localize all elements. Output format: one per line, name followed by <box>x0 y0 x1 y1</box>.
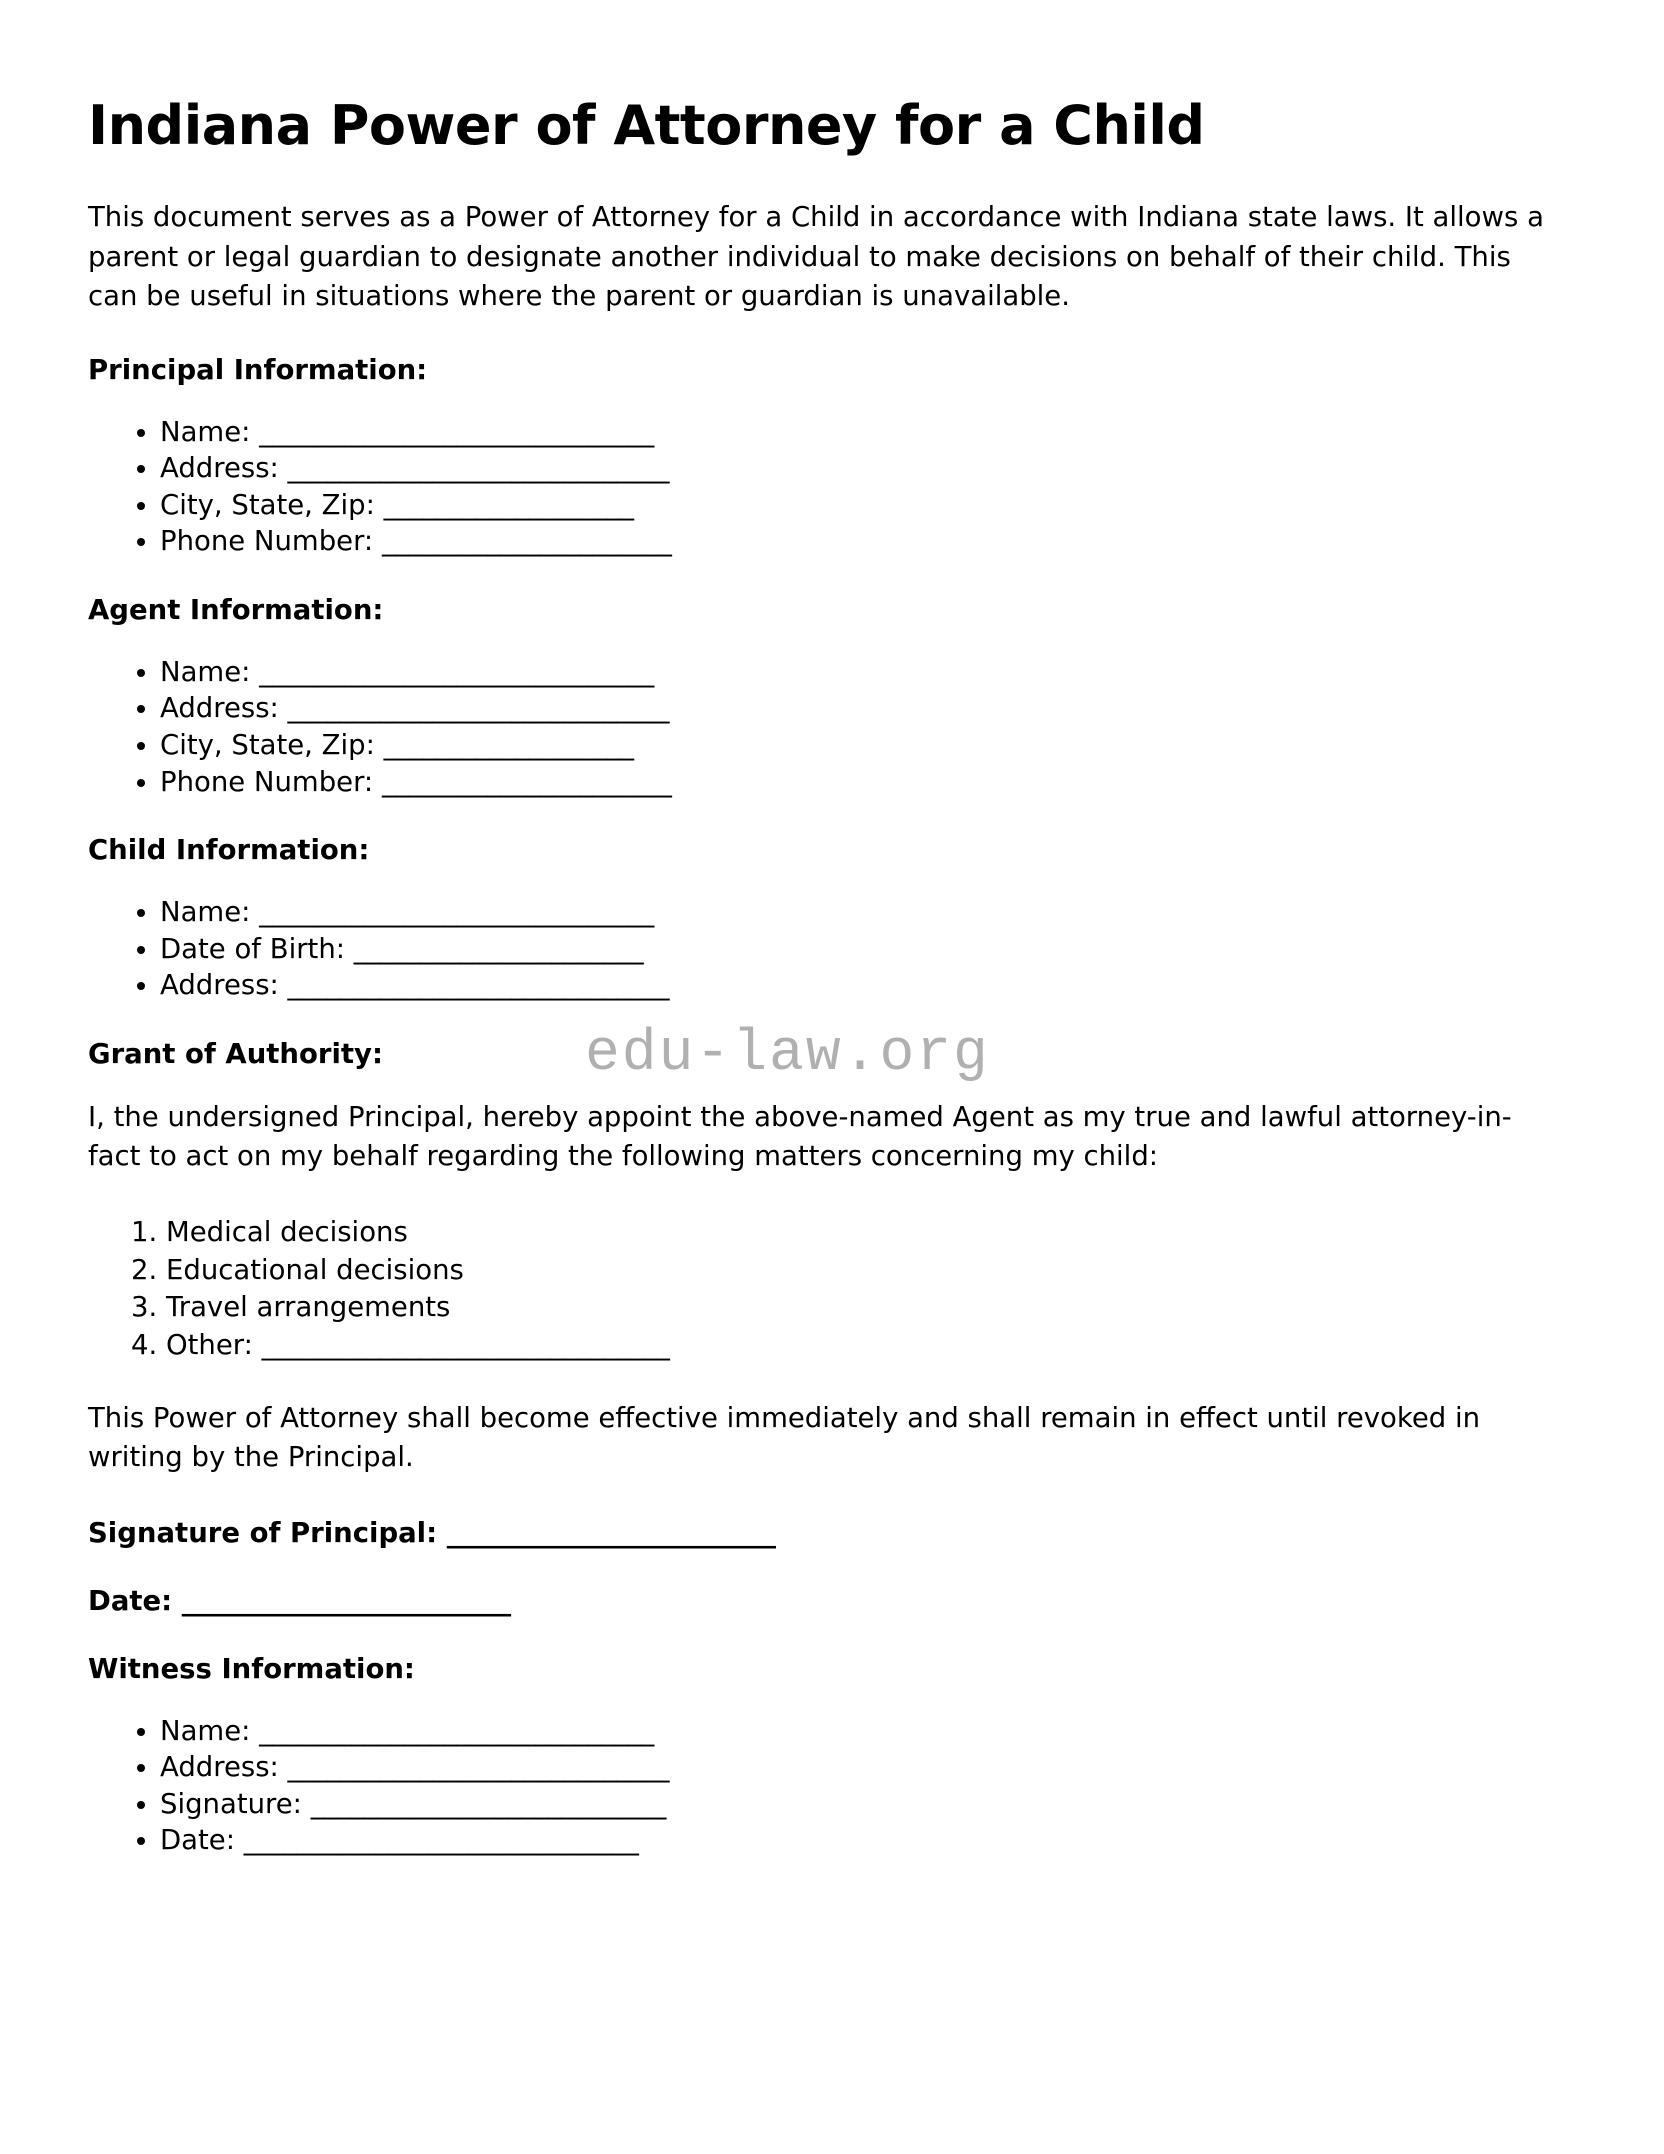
field-label: Signature: <box>160 1787 302 1820</box>
list-item <box>166 1252 1552 1290</box>
list-item <box>160 894 1552 931</box>
witness-information-fields <box>88 1713 1552 1859</box>
authority-label: Educational decisions <box>166 1253 464 1286</box>
list-item <box>160 654 1552 691</box>
principal-signature-label: Signature of Principal: <box>88 1516 438 1549</box>
list-item <box>160 727 1552 764</box>
site-watermark: edu-law.org <box>585 1022 990 1087</box>
field-blank[interactable]: ______________________________ <box>259 1714 654 1747</box>
authority-label: Other: <box>166 1328 253 1361</box>
child-information-fields <box>88 894 1552 1004</box>
field-blank[interactable]: ______________________________ <box>259 896 654 929</box>
agent-information-heading: Agent Information: <box>88 593 384 626</box>
field-blank[interactable]: ______________________ <box>381 765 672 798</box>
list-item <box>166 1214 1552 1252</box>
list-item <box>160 450 1552 487</box>
field-label: Name: <box>160 415 251 448</box>
list-item <box>166 1327 1552 1365</box>
list-item <box>160 1786 1552 1823</box>
child-information-heading: Child Information: <box>88 834 370 867</box>
grant-of-authority-paragraph: I, the undersigned Principal, hereby appoint the above-named Agent as my true and lawful attorney-in-fact to act on my behalf regarding the following matters concerning my child: <box>88 1100 1512 1172</box>
principal-information-fields <box>88 414 1552 560</box>
list-item <box>160 967 1552 1004</box>
field-label: Phone Number: <box>160 765 374 798</box>
list-item <box>160 414 1552 451</box>
list-item <box>160 523 1552 560</box>
list-item <box>160 764 1552 801</box>
authority-label: Medical decisions <box>166 1215 408 1248</box>
field-blank[interactable]: ___________________________ <box>310 1787 666 1820</box>
effective-paragraph: This Power of Attorney shall become effective immediately and shall remain in effect until revoked in writing by the Principal. <box>88 1401 1481 1473</box>
field-blank[interactable]: ___________________ <box>383 728 634 761</box>
principal-signature-blank[interactable]: _________________________ <box>446 1516 776 1549</box>
field-blank[interactable]: _____________________________ <box>287 1751 669 1784</box>
intro-paragraph: This document serves as a Power of Attorney for a Child in accordance with Indiana state laws. It allows a parent or legal guardian to designate another individual to make decisions on behalf of their child. This can be useful in situations where the parent or guardian is unavailable. <box>88 201 1544 312</box>
field-blank[interactable]: ______________________ <box>353 932 644 965</box>
field-blank[interactable]: _____________________________ <box>287 969 669 1002</box>
field-blank[interactable]: ______________________________ <box>243 1824 639 1857</box>
field-blank[interactable]: ______________________________ <box>259 415 654 448</box>
authority-blank[interactable]: _______________________________ <box>261 1328 670 1361</box>
list-item <box>160 931 1552 968</box>
list-item <box>166 1289 1552 1327</box>
field-label: Address: <box>160 1751 279 1784</box>
field-label: Name: <box>160 1714 251 1747</box>
field-blank[interactable]: _____________________________ <box>287 692 669 725</box>
field-label: City, State, Zip: <box>160 488 375 521</box>
authority-matters-list <box>88 1214 1552 1365</box>
principal-date-label: Date: <box>88 1584 173 1617</box>
principal-date-line <box>88 1585 1552 1617</box>
list-item <box>160 1713 1552 1750</box>
authority-label: Travel arrangements <box>166 1291 451 1324</box>
field-label: Address: <box>160 452 279 485</box>
field-blank[interactable]: ______________________ <box>381 525 672 558</box>
principal-signature-line <box>88 1517 1552 1549</box>
list-item <box>160 487 1552 524</box>
principal-date-blank[interactable]: _________________________ <box>181 1584 511 1617</box>
principal-information-heading: Principal Information: <box>88 353 428 386</box>
field-label: Date of Birth: <box>160 932 346 965</box>
list-item <box>160 690 1552 727</box>
field-blank[interactable]: ______________________________ <box>259 655 654 688</box>
agent-information-fields <box>88 654 1552 800</box>
list-item <box>160 1822 1552 1859</box>
field-blank[interactable]: _____________________________ <box>287 452 669 485</box>
field-label: Name: <box>160 655 251 688</box>
field-label: Phone Number: <box>160 525 374 558</box>
field-label: City, State, Zip: <box>160 728 375 761</box>
field-label: Address: <box>160 692 279 725</box>
field-label: Name: <box>160 896 251 929</box>
grant-of-authority-heading: Grant of Authority: <box>88 1037 383 1070</box>
field-blank[interactable]: ___________________ <box>383 488 634 521</box>
page-title: Indiana Power of Attorney for a Child <box>88 94 1205 157</box>
witness-information-heading: Witness Information: <box>88 1652 415 1685</box>
list-item <box>160 1749 1552 1786</box>
field-label: Address: <box>160 969 279 1002</box>
field-label: Date: <box>160 1824 235 1857</box>
